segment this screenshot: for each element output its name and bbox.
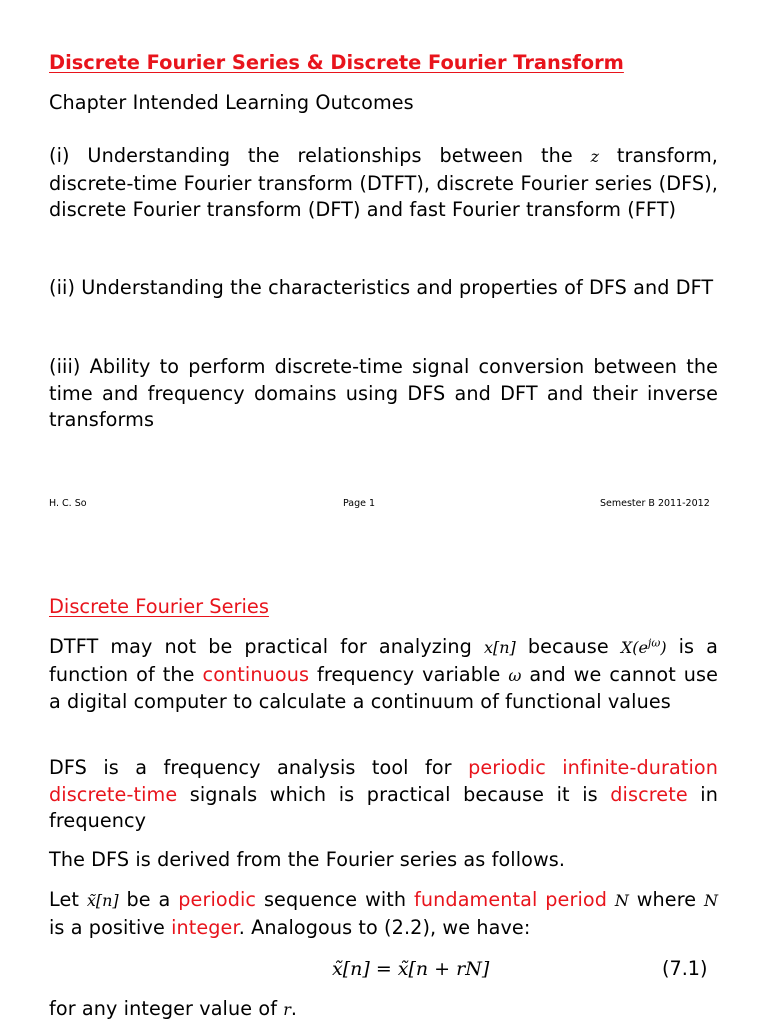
X-e-jw-symbol (621, 638, 667, 657)
para4-text-6: . Analogous to (2.2), we have: (238, 915, 531, 939)
footer-page-number: Page 1 (343, 498, 376, 509)
x-tilde-symbol: x̃[n] (86, 891, 119, 910)
r-symbol: r (283, 1000, 291, 1019)
para1-text-1: DTFT may not be practical for analyzing (49, 635, 472, 658)
para4-text-3: sequence with (263, 888, 407, 911)
section-heading: Discrete Fourier Series (49, 595, 269, 618)
paragraph-derivation: The DFS is derived from the Fourier series as follows. (49, 848, 566, 871)
para2-text-1: DFS is a frequency analysis tool for (49, 756, 452, 779)
document-title: Discrete Fourier Series & Discrete Fourier Transform (49, 51, 624, 74)
continuous-term: continuous (202, 662, 310, 686)
para4-text-5: is a positive (49, 915, 165, 939)
X-e-base: X(e (620, 638, 648, 657)
outcome-3: (iii) Ability to perform discrete-time signal conversion between the time and frequency domains using DFS and DFT and their inverse transforms (49, 355, 718, 431)
para1-text-2: because (527, 635, 609, 658)
paragraph-integer-r (49, 996, 718, 1024)
periodic-infinite-term: periodic infinite-duration discrete-time (49, 756, 719, 806)
paragraph-periodic-sequence (49, 887, 718, 941)
integer-term: integer (171, 915, 239, 939)
para1-text-4: frequency variable (317, 662, 501, 686)
outcome-1-text-b: transform, discrete-time Fourier transform (DTFT), discrete Fourier series (DFS), discrete Fourier transform (DFT) and fast Fourier transform (FFT) (49, 144, 718, 221)
X-e-close: ) (660, 638, 667, 657)
equation-7-1: x̃[n] = x̃[n + rN] (332, 958, 490, 980)
N-symbol: N (614, 891, 629, 910)
chapter-subtitle: Chapter Intended Learning Outcomes (49, 91, 414, 114)
para2-text-2: signals which is practical because it is (189, 782, 598, 806)
para5-text-2: . (290, 997, 298, 1020)
equation-number: (7.1) (662, 957, 708, 980)
x-n-symbol: x[n] (483, 638, 516, 657)
footer-author: H. C. So (49, 498, 87, 509)
outcome-2: (ii) Understanding the characteristics and properties of DFS and DFT (49, 276, 714, 299)
periodic-term: periodic (178, 888, 257, 911)
discrete-term: discrete (610, 782, 688, 806)
X-e-exponent: jω (647, 636, 661, 650)
paragraph-dtft (49, 634, 718, 716)
footer-semester: Semester B 2011-2012 (600, 498, 710, 509)
paragraph-dfs (49, 755, 718, 835)
outcome-1-text-a: (i) Understanding the relationships between the (49, 144, 573, 167)
omega-symbol: ω (508, 665, 522, 685)
para4-text-1: Let (49, 888, 79, 911)
para4-text-2: be a (126, 888, 171, 911)
para4-text-4: where (636, 888, 697, 911)
outcome-1 (49, 143, 718, 224)
z-symbol: z (590, 147, 599, 166)
para1-text-5: and we cannot use a digital computer to calculate a continuum of functional values (49, 662, 719, 713)
para2-text-3: in frequency (49, 782, 718, 832)
fundamental-period-term: fundamental period (414, 888, 608, 911)
para5-text-1: for any integer value of (49, 997, 278, 1020)
para1-text-3: is a function of the (49, 635, 719, 686)
N-symbol-2: N (704, 891, 719, 910)
